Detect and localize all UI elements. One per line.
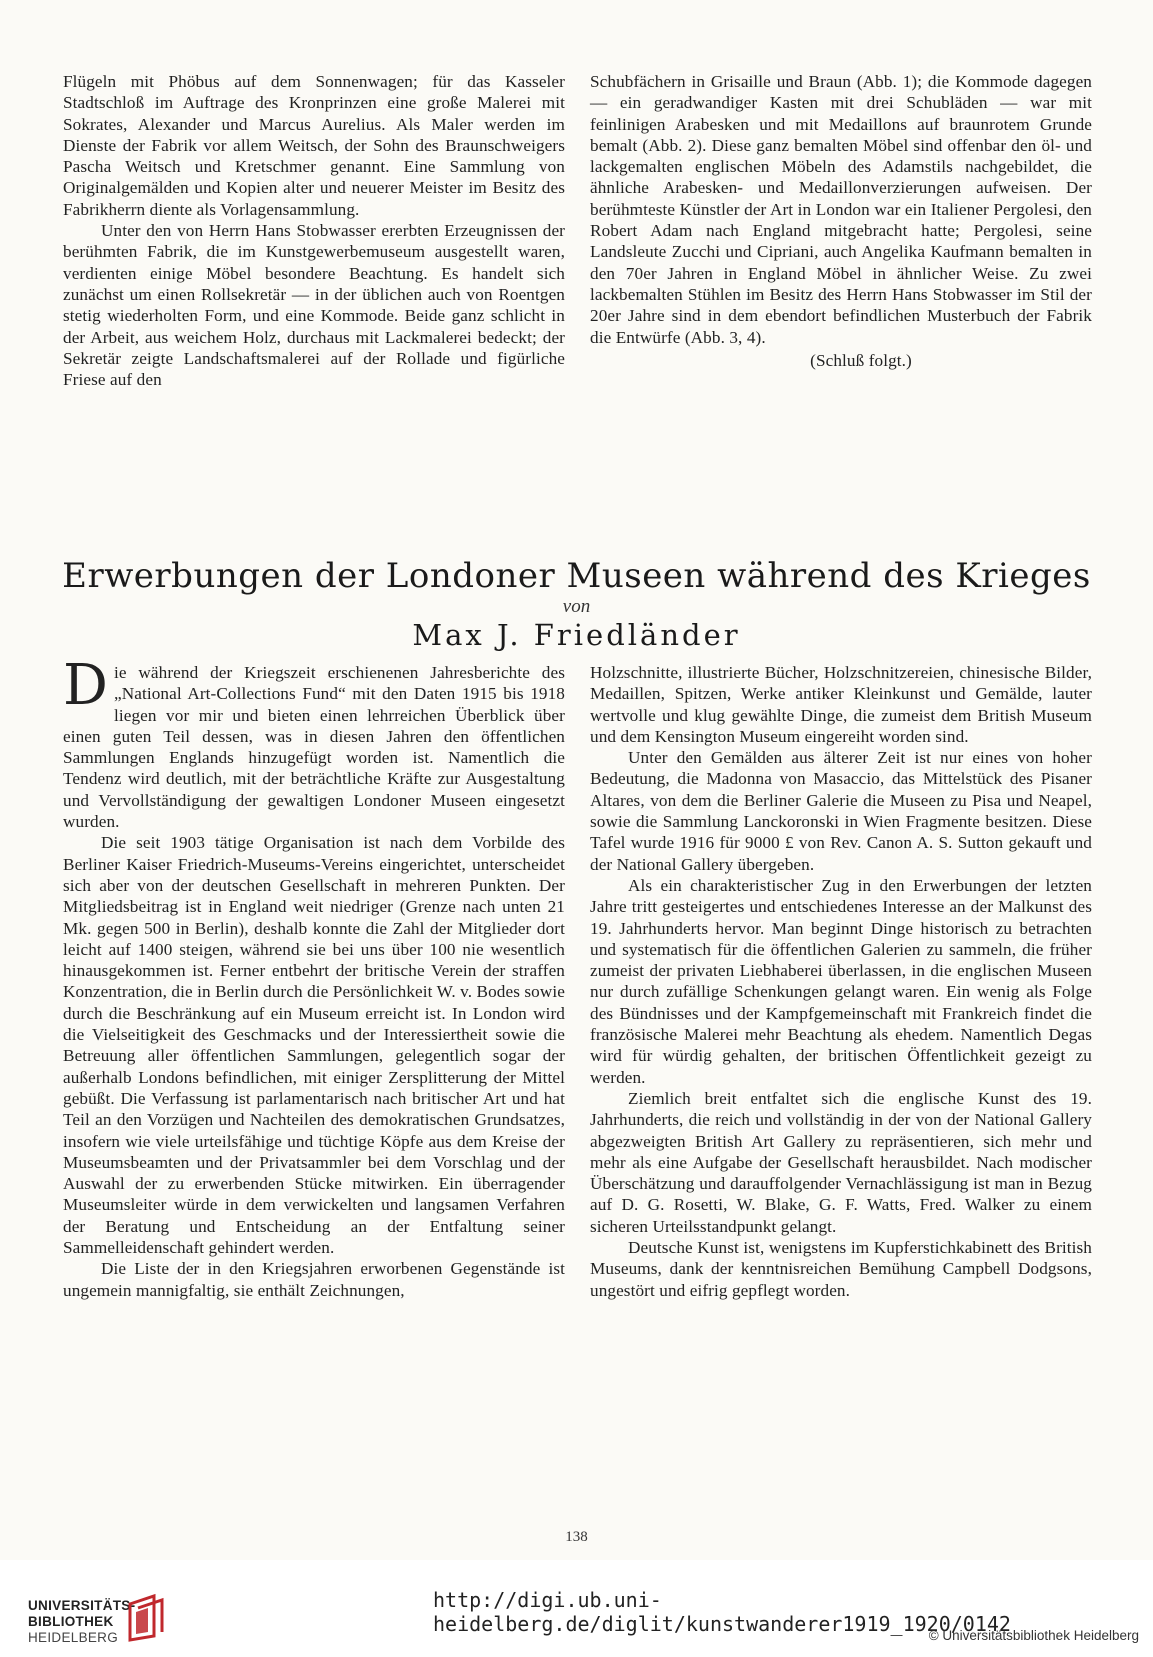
author-name: Max J. Friedländer	[412, 618, 741, 652]
article-left-column	[63, 653, 565, 1301]
prev-article-left-column	[63, 71, 565, 390]
paragraph: Unter den von Herrn Hans Stobwasser ererbten Erzeugnissen der berühmten Fabrik, die im Kunstgewerbemuseum ausgestellt waren, verdienten einige Möbel besondere Beachtung. Es handelt sich zunächst um einen Rollsekretär — in der üblichen auch von Roentgen stetig wiederholten Form, und eine Kommode. Beide ganz schlicht in der Arbeit, aus weichem Holz, durchaus mit Lackmalerei bedeckt; der Sekretär zeigte Landschaftsmalerei auf der Rollade und figürliche Friese auf den	[63, 221, 565, 390]
first-paragraph	[63, 653, 565, 832]
paragraph: Die Liste der in den Kriegsjahren erworbenen Gegenstände ist ungemein mannigfaltig, sie enthält Zeichnungen,	[63, 1259, 565, 1300]
paragraph: Die seit 1903 tätige Organisation ist nach dem Vorbilde des Berliner Kaiser Friedrich-Museums-Vereins eingerichtet, unterscheidet sich aber von der deutschen Gesellschaft in mehreren Punkten. Der Mitgliedsbeitrag ist in England weit niedriger (Grenze nach unten 21 Mk. gegen 500 in Berlin), deshalb konnte die Zahl der Mitglieder dort leicht auf 1400 steigen, während sie bei uns über 100 nie wesentlich hinausgekommen ist. Ferner entbehrt der britische Verein der straffen Konzentration, die in Berlin durch die Persönlichkeit W. v. Bodes sowie durch die Beschränkung auf ein Museum erreicht ist. In London wird die Vielseitigkeit des Geschmacks und der Interessiertheit sowie die Betreuung aller öffentlichen Sammlungen, gelegentlich sogar der außerhalb Londons befindlichen, mit einiger Zersplitterung der Mittel gebüßt. Die Verfassung ist parlamentarisch nach britischer Art und hat Teil an den Vorzügen und Nachteilen des demokratischen Grundsatzes, insofern wie viele urteilsfähige und tüchtige Köpfe aus dem Kreise der Museumsbeamten und der Privatsammler bei dem Vorschlag und der Auswahl der zu erwerbenden Stücke mitwirken. Ein überragender Museumsleiter würde in dem verwickelten und langsamen Verfahren der Beratung und Entscheidung an der Entfaltung seiner Sammelleidenschaft gehindert werden.	[63, 833, 565, 1258]
to-be-continued-note: (Schluß folgt.)	[810, 350, 912, 370]
logo-line: UNIVERSITÄTS-	[28, 1598, 136, 1613]
byline: von	[562, 596, 591, 617]
paragraph: Unter den Gemälden aus älterer Zeit ist nur eines von hoher Bedeutung, die Madonna von Masaccio, das Mittelstück des Pisaner Altares, von dem die Berliner Galerie die Museen zu Pisa und Neapel, sowie die Sammlung Lanckoronski in Wien Fragmente besitzen. Diese Tafel wurde 1916 für 9000 £ von Rev. Canon A. S. Sutton gekauft und der National Gallery übergeben.	[590, 748, 1092, 874]
paragraph: Ziemlich breit entfaltet sich die englische Kunst des 19. Jahrhunderts, die reich und vollständig in der von der National Gallery abgezweigten British Art Gallery zu repräsentieren, sich mehr und mehr als eine Aufgabe der Gesellschaft herausbildet. Nach modischer Überschätzung und darauffolgender Vernachlässigung ist man in Bezug auf D. G. Rosetti, W. Blake, G. F. Watts, Fred. Walker zu einem sicheren Urteilsstandpunkt gelangt.	[590, 1088, 1092, 1236]
library-logo[interactable]	[8, 1584, 178, 1644]
article-right-column	[590, 662, 1092, 1301]
paragraph: Holzschnitte, illustrierte Bücher, Holzschnitzereien, chinesische Bilder, Medaillen, Spitzen, Werke antiker Kleinkunst und Gemälde, lauter wertvolle und klug gewählte Dinge, die zumeist dem British Museum und dem Kensington Museum eingereiht worden sind.	[590, 663, 1092, 746]
library-emblem-icon	[124, 1592, 168, 1642]
drop-cap: D	[63, 653, 108, 718]
paragraph: Flügeln mit Phöbus auf dem Sonnenwagen; für das Kasseler Stadtschloß im Auftrage des Kronprinzen eine große Malerei mit Sokrates, Alexander und Marcus Aurelius. Als Maler werden im Dienste der Fabrik vor allem Weitsch, der Sohn des Braunschweigers Pascha Weitsch und Kretschmer genannt. Eine Sammlung von Originalgemälden und Kopien alter und neuerer Meister im Besitz des Fabrikherrn diente als Vorlagensammlung.	[63, 72, 565, 219]
paragraph: Schubfächern in Grisaille und Braun (Abb. 1); die Kommode dagegen — ein geradwandiger Kasten mit drei Schubläden — war mit feinlinigen Arabesken und mit Medaillons auf braunrotem Grunde bemalt (Abb. 2). Diese ganz bemalten Möbel sind offenbar den öl- und lackgemalten englischen Möbeln des Adamstils nachgebildet, die ähnliche Arabesken- und Medaillonverzierungen aufweisen. Der berühmteste Künstler der Art in London war ein Italiener Pergolesi, den Robert Adam nach England mitgebracht hatte; Pergolesi, seine Landsleute Zucchi und Cipriani, auch Angelika Kaufmann bemalten in den 70er Jahren in England Möbel in ähnlicher Weise. Zu zwei lackbemalten Stühlen im Besitz des Herrn Hans Stobwasser im Stil der 20er Jahre sind in dem ebendort befindlichen Musterbuch der Fabrik die Entwürfe (Abb. 3, 4).	[590, 72, 1092, 347]
footer-bar	[0, 1560, 1153, 1657]
article-title: Erwerbungen der Londoner Museen während des Krieges	[62, 556, 1091, 596]
permalink-url[interactable]: http://digi.ub.uni-heidelberg.de/diglit/kunstwanderer1919_1920/0142	[433, 1588, 1011, 1636]
page-number: 138	[565, 1529, 588, 1545]
paragraph: Als ein charakteristischer Zug in den Erwerbungen der letzten Jahre tritt gesteigertes und entschiedenes Interesse an der Malkunst des 19. Jahrhunderts hervor. Man beginnt Dinge historisch zu betrachten und systematisch für die öffentlichen Galerien zu sammeln, die früher zumeist der privaten Liebhaberei überlassen, in die englischen Museen nur durch zufällige Schenkungen gelangt waren. Ein wenig als Folge des Bündnisses und der Kampfgemeinschaft mit Frankreich findet die französische Malerei mehr Beachtung als ehedem. Namentlich Degas wird für würdig gehalten, der britischen Öffentlichkeit gezeigt zu werden.	[590, 875, 1092, 1087]
paragraph: Deutsche Kunst ist, wenigstens im Kupferstichkabinett des British Museums, dank der kenntnisreichen Bemühung Campbell Dodgsons, ungestört und eifrig gepflegt worden.	[590, 1238, 1092, 1300]
logo-line: HEIDELBERG	[28, 1630, 119, 1645]
logo-line: BIBLIOTHEK	[28, 1614, 114, 1629]
logo-text	[28, 1598, 135, 1646]
paragraph-text: ie während der Kriegszeit erschienenen Jahresberichte des „National Art-Collections Fund“ mit den Daten 1915 bis 1918 liegen vor mir und bieten einen lehrreichen Überblick über einen guten Teil dessen, was in diesen Jahren den öffentlichen Sammlungen Englands hinzugefügt worden ist. Namentlich die Tendenz wird deutlich, mit der beträchtliche Kräfte zur Ausgestaltung und Vervollständigung der gewaltigen Londoner Museen eingesetzt wurden.	[63, 663, 565, 832]
prev-article-right-column	[590, 71, 1092, 371]
copyright-notice: © Universitätsbibliothek Heidelberg	[928, 1628, 1139, 1643]
